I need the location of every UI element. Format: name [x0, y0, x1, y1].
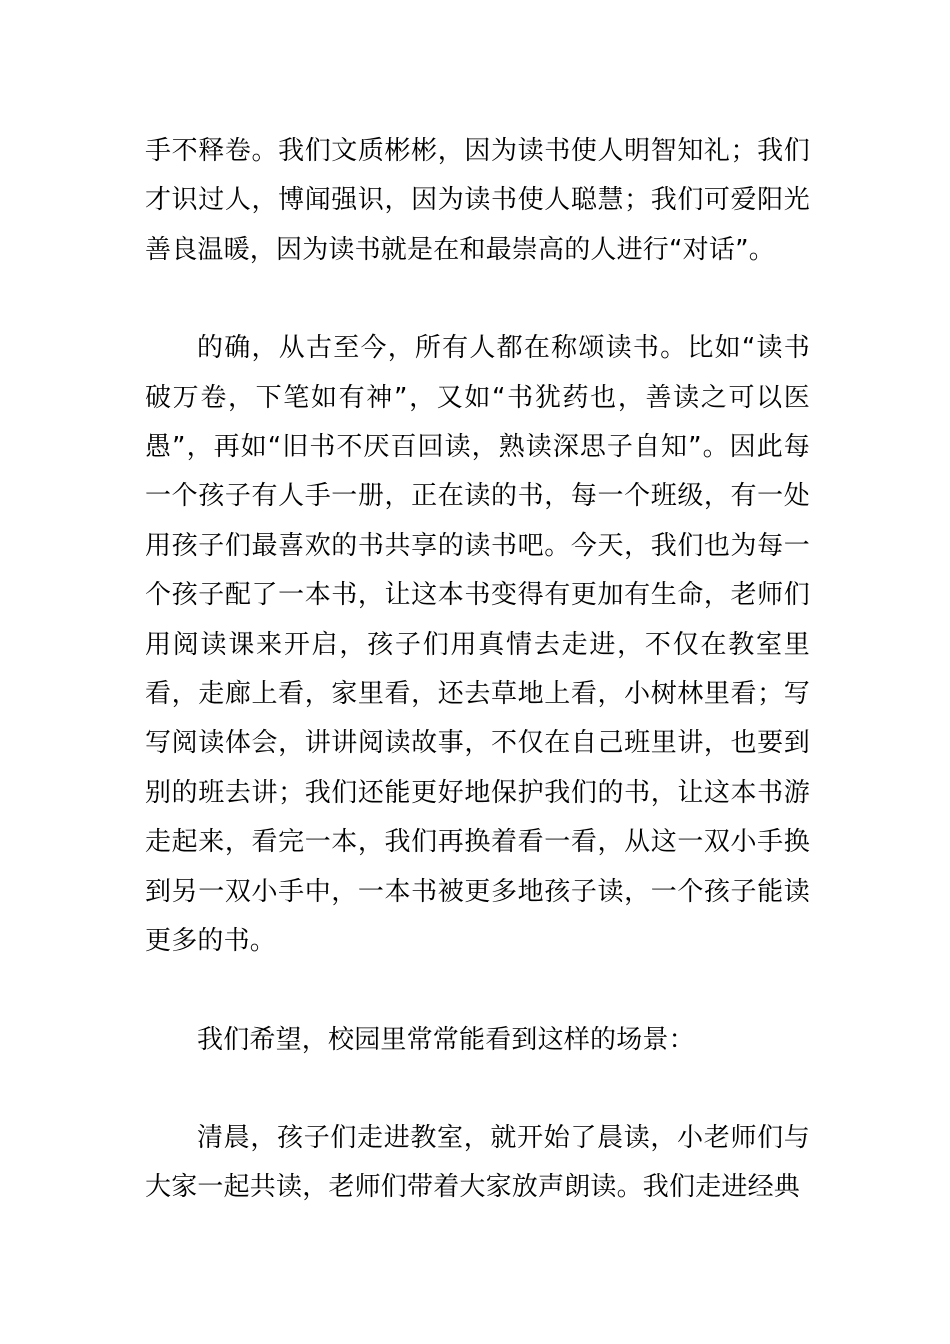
paragraph-1: 手不释卷。我们文质彬彬，因为读书使人明智知礼；我们才识过人，博闻强识，因为读书使人聪慧；我们可爱阳光善良温暖，因为读书就是在和最崇高的人进行“对话”。: [145, 136, 810, 265]
paragraph-2: 的确，从古至今，所有人都在称颂读书。比如“读书破万卷，下笔如有神”，又如“书犹药也，善读之可以医愚”，再如“旧书不厌百回读，熟读深思子自知”。因此每一个孩子有人手一册，正在读的书，每一个班级，有一处用孩子们最喜欢的书共享的读书吧。今天，我们也为每一个孩子配了一本书，让这本书变得有更加有生命，老师们用阅读课来开启，孩子们用真情去走进，不仅在教室里看，走廊上看，家里看，还去草地上看，小树林里看；写写阅读体会，讲讲阅读故事，不仅在自己班里讲，也要到别的班去讲；我们还能更好地保护我们的书，让这本书游走起来，看完一本，我们再换着看一看，从这一双小手换到另一双小手中，一本书被更多地孩子读，一个孩子能读更多的书。: [145, 333, 810, 957]
document-body: [145, 127, 810, 1213]
paragraph-3: 我们希望，校园里常常能看到这样的场景：: [197, 1024, 695, 1055]
paragraph-4: 清晨，孩子们走进教室，就开始了晨读，小老师们与大家一起共读，老师们带着大家放声朗读。我们走进经典: [145, 1122, 810, 1203]
